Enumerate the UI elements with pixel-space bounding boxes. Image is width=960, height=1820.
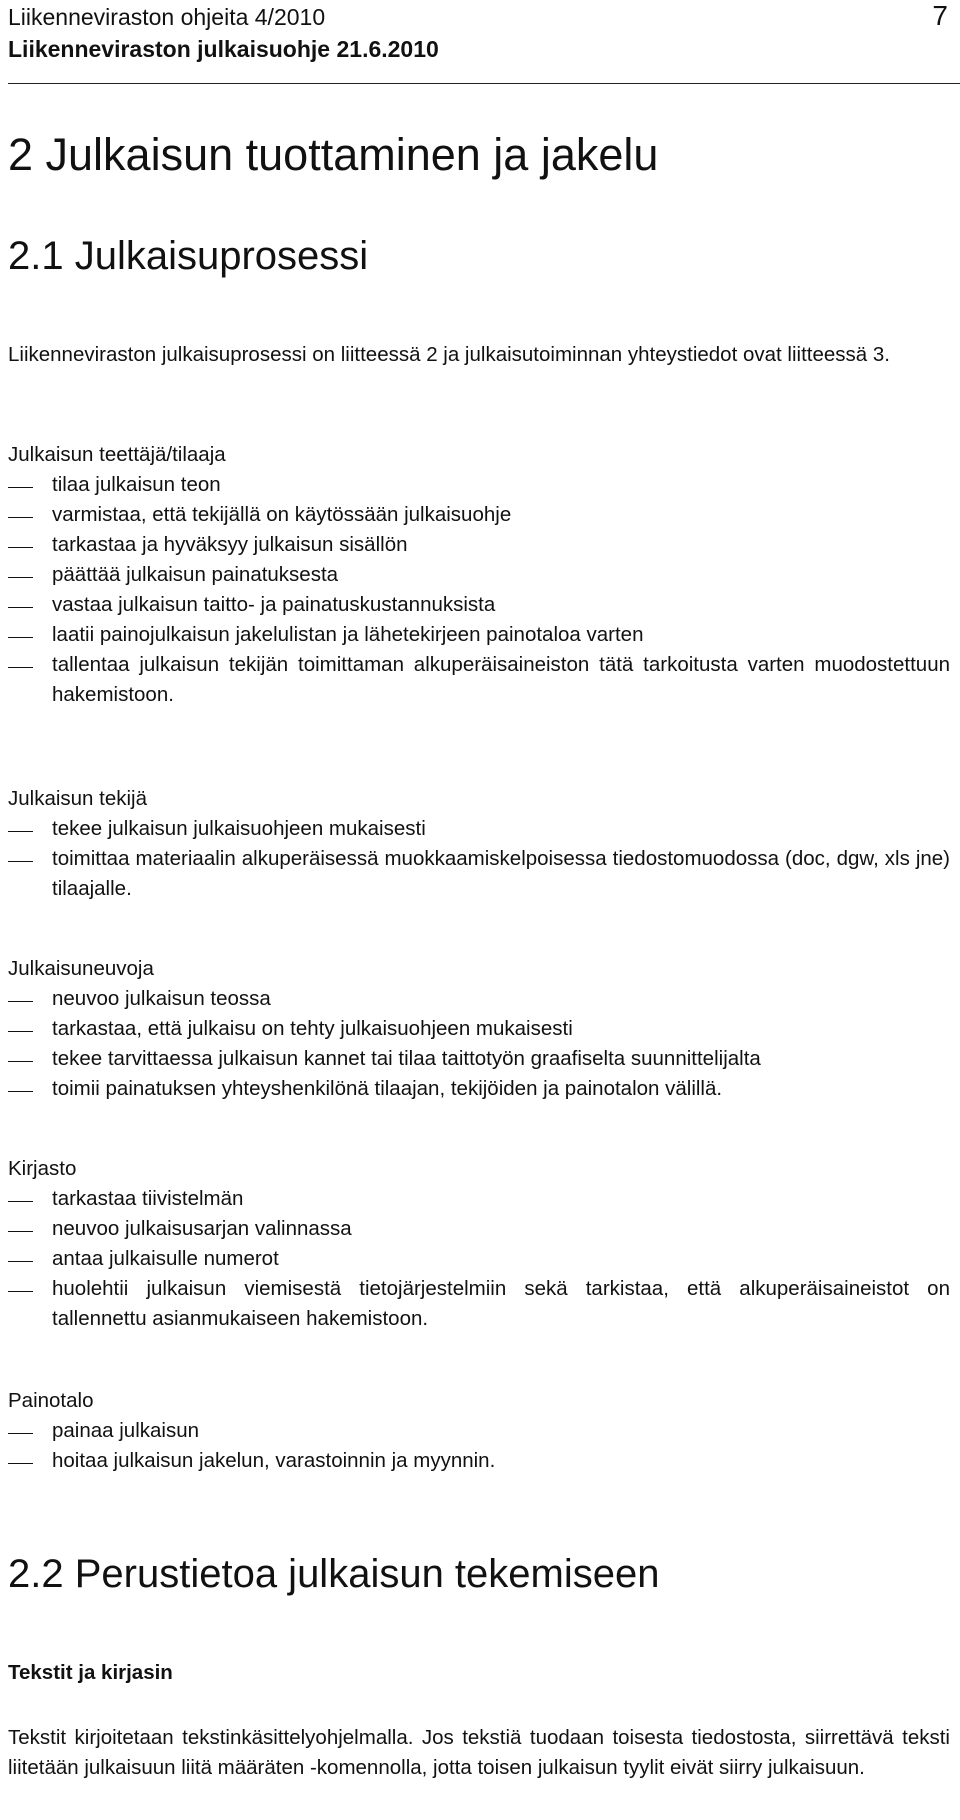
section-title-2-2: 2.2 Perustietoa julkaisun tekemiseen — [8, 1552, 660, 1596]
role-title: Painotalo — [8, 1389, 94, 1412]
role-block-tekija — [8, 784, 950, 904]
role-block-kirjasto — [8, 1154, 950, 1334]
list-item: painaa julkaisun — [8, 1416, 950, 1446]
role-task-list — [8, 984, 950, 1104]
role-block-tilaaja — [8, 440, 950, 710]
role-title: Julkaisun teettäjä/tilaaja — [8, 443, 226, 466]
subheading: Tekstit ja kirjasin — [8, 1661, 173, 1684]
list-item: huolehtii julkaisun viemisestä tietojärjestelmiin sekä tarkistaa, että alkuperäisaineistot on tallennettu asianmukaiseen hakemistoon. — [8, 1274, 950, 1334]
role-task-list — [8, 1416, 950, 1476]
role-title: Julkaisun tekijä — [8, 787, 148, 810]
header-series: Liikenneviraston ohjeita 4/2010 — [8, 4, 326, 30]
list-item: laatii painojulkaisun jakelulistan ja lähetekirjeen painotaloa varten — [8, 620, 950, 650]
list-item: tekee tarvittaessa julkaisun kannet tai tilaa taittotyön graafiselta suunnittelijalta — [8, 1044, 950, 1074]
list-item: vastaa julkaisun taitto- ja painatuskustannuksista — [8, 590, 950, 620]
list-item: tallentaa julkaisun tekijän toimittaman alkuperäisaineiston tätä tarkoitusta varten muodostettuun hakemistoon. — [8, 650, 950, 710]
role-task-list — [8, 814, 950, 904]
list-item: varmistaa, että tekijällä on käytössään julkaisuohje — [8, 500, 950, 530]
intro-paragraph: Liikenneviraston julkaisuprosessi on liitteessä 2 ja julkaisutoiminnan yhteystiedot ovat liitteessä 3. — [8, 343, 890, 366]
list-item: hoitaa julkaisun jakelun, varastoinnin ja myynnin. — [8, 1446, 950, 1476]
header-divider — [8, 83, 960, 84]
section-title-2-1: 2.1 Julkaisuprosessi — [8, 234, 369, 278]
list-item: tarkastaa tiivistelmän — [8, 1184, 950, 1214]
list-item: tarkastaa ja hyväksyy julkaisun sisällön — [8, 530, 950, 560]
list-item: neuvoo julkaisusarjan valinnassa — [8, 1214, 950, 1244]
role-title: Kirjasto — [8, 1157, 77, 1180]
role-task-list — [8, 1184, 950, 1334]
list-item: tekee julkaisun julkaisuohjeen mukaisesti — [8, 814, 950, 844]
role-title: Julkaisuneuvoja — [8, 957, 154, 980]
list-item: päättää julkaisun painatuksesta — [8, 560, 950, 590]
list-item: tarkastaa, että julkaisu on tehty julkaisuohjeen mukaisesti — [8, 1014, 950, 1044]
page-number: 7 — [932, 0, 948, 31]
body-paragraph: Tekstit kirjoitetaan tekstinkäsittelyohjelmalla. Jos tekstiä tuodaan toisesta tiedostosta, siirrettävä teksti liitetään julkaisuun liitä määräten -komennolla, jotta toisen julkaisun tyylit eivät siirry julkaisuun. — [8, 1726, 950, 1779]
role-task-list — [8, 470, 950, 710]
header-publication: Liikenneviraston julkaisuohje 21.6.2010 — [8, 36, 439, 62]
list-item: tilaa julkaisun teon — [8, 470, 950, 500]
list-item: neuvoo julkaisun teossa — [8, 984, 950, 1014]
role-block-painotalo — [8, 1386, 950, 1476]
chapter-title: 2 Julkaisun tuottaminen ja jakelu — [8, 129, 659, 180]
role-block-julkaisuneuvoja — [8, 954, 950, 1104]
list-item: toimittaa materiaalin alkuperäisessä muokkaamiskelpoisessa tiedostomuodossa (doc, dgw, xls jne) tilaajalle. — [8, 844, 950, 904]
list-item: toimii painatuksen yhteyshenkilönä tilaajan, tekijöiden ja painotalon välillä. — [8, 1074, 950, 1104]
list-item: antaa julkaisulle numerot — [8, 1244, 950, 1274]
